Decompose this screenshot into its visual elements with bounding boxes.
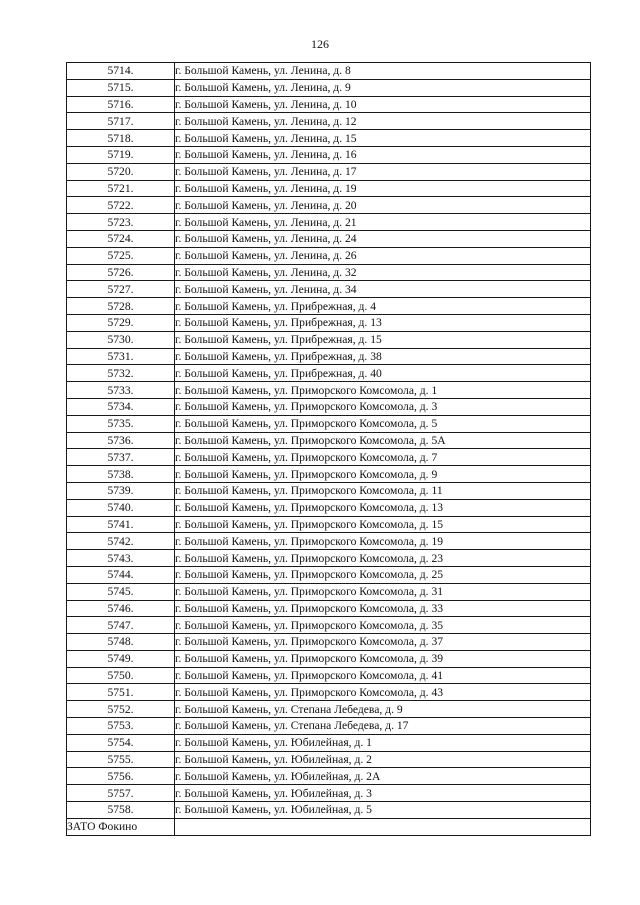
table-row <box>67 163 591 180</box>
row-address: г. Большой Камень, ул. Приморского Комсомола, д. 15 <box>175 516 591 533</box>
section-empty-cell <box>175 818 591 835</box>
table-row <box>67 566 591 583</box>
row-number: 5724. <box>67 230 175 247</box>
row-address: г. Большой Камень, ул. Ленина, д. 34 <box>175 281 591 298</box>
table-row <box>67 79 591 96</box>
table-row <box>67 281 591 298</box>
row-address: г. Большой Камень, ул. Ленина, д. 21 <box>175 214 591 231</box>
row-address: г. Большой Камень, ул. Ленина, д. 32 <box>175 264 591 281</box>
row-number: 5714. <box>67 63 175 80</box>
row-address: г. Большой Камень, ул. Приморского Комсомола, д. 37 <box>175 634 591 651</box>
row-address: г. Большой Камень, ул. Приморского Комсомола, д. 9 <box>175 466 591 483</box>
table-row <box>67 130 591 147</box>
row-address: г. Большой Камень, ул. Приморского Комсомола, д. 41 <box>175 667 591 684</box>
row-number: 5750. <box>67 667 175 684</box>
row-number: 5720. <box>67 163 175 180</box>
address-table <box>66 62 591 836</box>
table-row <box>67 684 591 701</box>
table-row <box>67 533 591 550</box>
row-number: 5751. <box>67 684 175 701</box>
table-row <box>67 550 591 567</box>
row-address: г. Большой Камень, ул. Юбилейная, д. 3 <box>175 785 591 802</box>
row-number: 5749. <box>67 650 175 667</box>
table-row <box>67 751 591 768</box>
row-number: 5734. <box>67 398 175 415</box>
table-row <box>67 449 591 466</box>
row-address: г. Большой Камень, ул. Ленина, д. 8 <box>175 63 591 80</box>
row-number: 5741. <box>67 516 175 533</box>
row-number: 5758. <box>67 802 175 819</box>
row-number: 5745. <box>67 583 175 600</box>
table-row <box>67 382 591 399</box>
row-number: 5752. <box>67 701 175 718</box>
row-number: 5715. <box>67 79 175 96</box>
table-row <box>67 264 591 281</box>
row-address: г. Большой Камень, ул. Приморского Комсомола, д. 1 <box>175 382 591 399</box>
row-address: г. Большой Камень, ул. Ленина, д. 26 <box>175 247 591 264</box>
table-row <box>67 314 591 331</box>
row-number: 5743. <box>67 550 175 567</box>
row-address: г. Большой Камень, ул. Ленина, д. 9 <box>175 79 591 96</box>
row-number: 5755. <box>67 751 175 768</box>
row-address: г. Большой Камень, ул. Ленина, д. 19 <box>175 180 591 197</box>
row-number: 5735. <box>67 415 175 432</box>
table-row <box>67 466 591 483</box>
row-address: г. Большой Камень, ул. Приморского Комсомола, д. 35 <box>175 617 591 634</box>
row-number: 5719. <box>67 146 175 163</box>
table-row <box>67 482 591 499</box>
row-address: г. Большой Камень, ул. Приморского Комсомола, д. 5А <box>175 432 591 449</box>
table-row <box>67 247 591 264</box>
row-number: 5754. <box>67 734 175 751</box>
row-number: 5717. <box>67 113 175 130</box>
row-address: г. Большой Камень, ул. Приморского Комсомола, д. 23 <box>175 550 591 567</box>
row-address: г. Большой Камень, ул. Прибрежная, д. 38 <box>175 348 591 365</box>
row-number: 5718. <box>67 130 175 147</box>
table-row <box>67 432 591 449</box>
row-number: 5742. <box>67 533 175 550</box>
row-address: г. Большой Камень, ул. Приморского Комсомола, д. 3 <box>175 398 591 415</box>
row-address: г. Большой Камень, ул. Юбилейная, д. 2 <box>175 751 591 768</box>
table-row <box>67 583 591 600</box>
row-address: г. Большой Камень, ул. Ленина, д. 20 <box>175 197 591 214</box>
row-number: 5730. <box>67 331 175 348</box>
row-address: г. Большой Камень, ул. Приморского Комсомола, д. 13 <box>175 499 591 516</box>
address-table-body <box>67 63 591 819</box>
table-row <box>67 634 591 651</box>
table-row <box>67 96 591 113</box>
row-number: 5738. <box>67 466 175 483</box>
table-row <box>67 180 591 197</box>
row-address: г. Большой Камень, ул. Прибрежная, д. 15 <box>175 331 591 348</box>
row-number: 5740. <box>67 499 175 516</box>
table-row <box>67 667 591 684</box>
row-number: 5723. <box>67 214 175 231</box>
row-number: 5716. <box>67 96 175 113</box>
row-number: 5753. <box>67 718 175 735</box>
row-address: г. Большой Камень, ул. Ленина, д. 16 <box>175 146 591 163</box>
table-row <box>67 365 591 382</box>
row-address: г. Большой Камень, ул. Приморского Комсомола, д. 33 <box>175 600 591 617</box>
row-number: 5757. <box>67 785 175 802</box>
row-number: 5744. <box>67 566 175 583</box>
row-number: 5748. <box>67 634 175 651</box>
row-number: 5728. <box>67 298 175 315</box>
section-row <box>67 818 591 835</box>
row-address: г. Большой Камень, ул. Степана Лебедева, д. 9 <box>175 701 591 718</box>
row-address: г. Большой Камень, ул. Юбилейная, д. 2А <box>175 768 591 785</box>
table-row <box>67 197 591 214</box>
row-number: 5737. <box>67 449 175 466</box>
table-row <box>67 398 591 415</box>
row-address: г. Большой Камень, ул. Приморского Комсомола, д. 43 <box>175 684 591 701</box>
row-address: г. Большой Камень, ул. Приморского Комсомола, д. 19 <box>175 533 591 550</box>
row-number: 5756. <box>67 768 175 785</box>
row-address: г. Большой Камень, ул. Степана Лебедева, д. 17 <box>175 718 591 735</box>
table-row <box>67 516 591 533</box>
row-number: 5732. <box>67 365 175 382</box>
table-row <box>67 331 591 348</box>
table-row <box>67 617 591 634</box>
row-number: 5726. <box>67 264 175 281</box>
table-row <box>67 734 591 751</box>
row-address: г. Большой Камень, ул. Приморского Комсомола, д. 7 <box>175 449 591 466</box>
row-number: 5729. <box>67 314 175 331</box>
table-row <box>67 230 591 247</box>
row-address: г. Большой Камень, ул. Ленина, д. 15 <box>175 130 591 147</box>
table-row <box>67 701 591 718</box>
row-number: 5721. <box>67 180 175 197</box>
row-number: 5727. <box>67 281 175 298</box>
table-row <box>67 63 591 80</box>
page-number: 126 <box>311 37 329 51</box>
table-row <box>67 146 591 163</box>
table-row <box>67 718 591 735</box>
row-number: 5733. <box>67 382 175 399</box>
table-row <box>67 214 591 231</box>
table-row <box>67 113 591 130</box>
row-address: г. Большой Камень, ул. Ленина, д. 12 <box>175 113 591 130</box>
row-number: 5722. <box>67 197 175 214</box>
table-row <box>67 802 591 819</box>
table-row <box>67 415 591 432</box>
row-address: г. Большой Камень, ул. Приморского Комсомола, д. 11 <box>175 482 591 499</box>
table-row <box>67 785 591 802</box>
row-address: г. Большой Камень, ул. Ленина, д. 24 <box>175 230 591 247</box>
row-number: 5747. <box>67 617 175 634</box>
row-address: г. Большой Камень, ул. Ленина, д. 10 <box>175 96 591 113</box>
row-number: 5731. <box>67 348 175 365</box>
row-address: г. Большой Камень, ул. Приморского Комсомола, д. 39 <box>175 650 591 667</box>
table-row <box>67 348 591 365</box>
row-address: г. Большой Камень, ул. Приморского Комсомола, д. 25 <box>175 566 591 583</box>
row-address: г. Большой Камень, ул. Юбилейная, д. 5 <box>175 802 591 819</box>
row-number: 5746. <box>67 600 175 617</box>
row-address: г. Большой Камень, ул. Ленина, д. 17 <box>175 163 591 180</box>
row-number: 5725. <box>67 247 175 264</box>
table-row <box>67 768 591 785</box>
table-row <box>67 600 591 617</box>
table-row <box>67 650 591 667</box>
row-address: г. Большой Камень, ул. Приморского Комсомола, д. 31 <box>175 583 591 600</box>
row-address: г. Большой Камень, ул. Прибрежная, д. 4 <box>175 298 591 315</box>
table-row <box>67 499 591 516</box>
row-address: г. Большой Камень, ул. Юбилейная, д. 1 <box>175 734 591 751</box>
section-title: ЗАТО Фокино <box>67 818 175 835</box>
row-address: г. Большой Камень, ул. Прибрежная, д. 13 <box>175 314 591 331</box>
table-row <box>67 298 591 315</box>
row-number: 5739. <box>67 482 175 499</box>
row-address: г. Большой Камень, ул. Приморского Комсомола, д. 5 <box>175 415 591 432</box>
row-address: г. Большой Камень, ул. Прибрежная, д. 40 <box>175 365 591 382</box>
row-number: 5736. <box>67 432 175 449</box>
